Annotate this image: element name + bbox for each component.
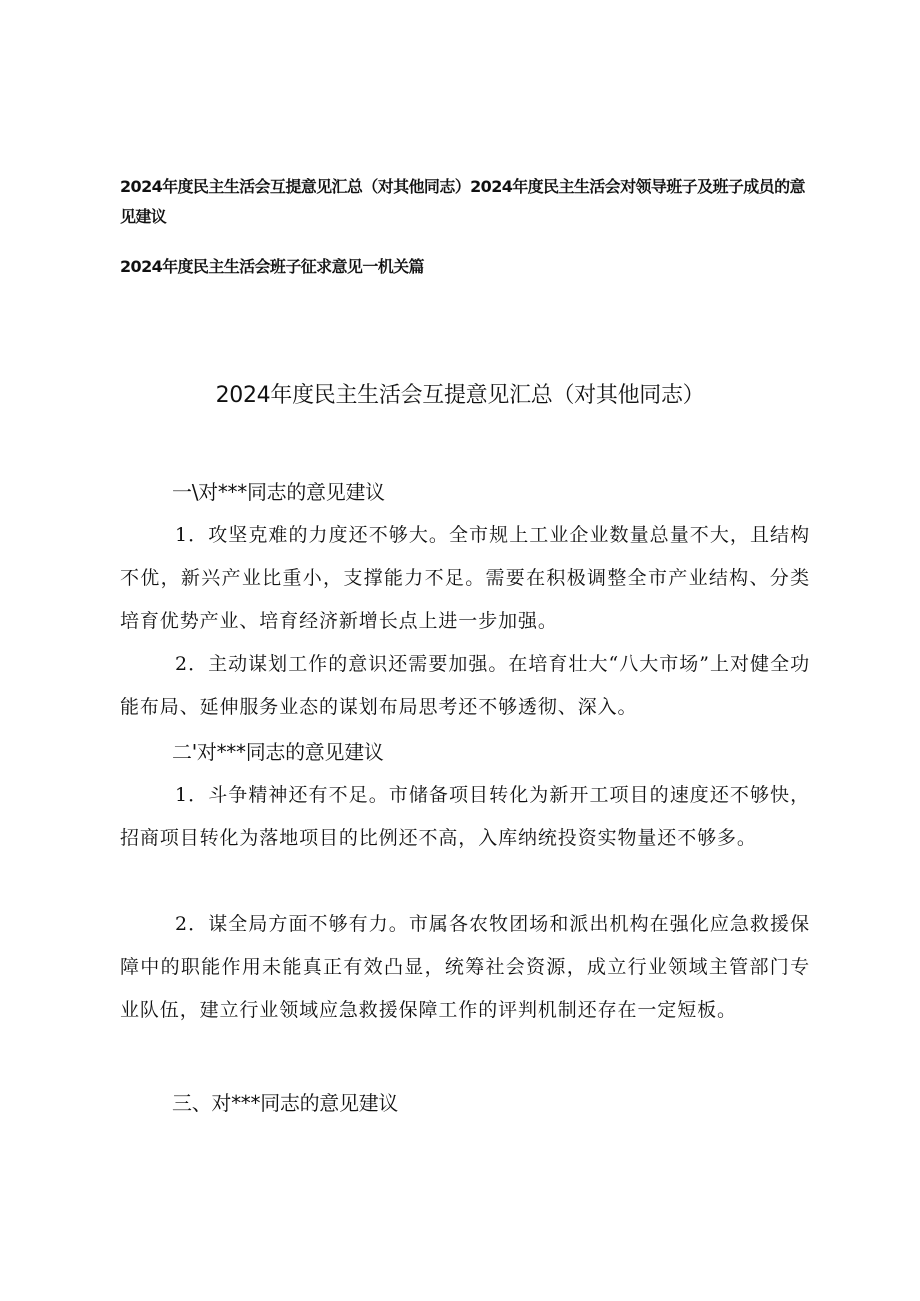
section-2-item-2: 2．谋全局方面不够有力。市属各农牧团场和派出机构在强化应急救援保障中的职能作用未能真正有效凸显，统筹社会资源，成立行业领域主管部门专业队伍，建立行业领域应急救援保障工作的评判机制还存在一定短板。 bbox=[120, 913, 810, 1021]
section-1-heading: 一\对***同志的意见建议 bbox=[172, 480, 385, 504]
section-3-heading: 三、对***同志的意见建议 bbox=[172, 1091, 399, 1115]
header-title-line-2: 2024年度民主生活会班子征求意见一机关篇 bbox=[120, 257, 424, 276]
header-title-line-1: 2024年度民主生活会互提意见汇总（对其他同志）2024年度民主生活会对领导班子及班子成员的意见建议 bbox=[120, 177, 805, 226]
section-2-item-1: 1．斗争精神还有不足。市储备项目转化为新开工项目的速度还不够快，招商项目转化为落地项目的比例还不高，入库纳统投资实物量还不够多。 bbox=[120, 784, 810, 849]
document-title: 2024年度民主生活会互提意见汇总（对其他同志） bbox=[215, 383, 705, 408]
document-header bbox=[120, 172, 820, 282]
section-2-heading: 二'对***同志的意见建议 bbox=[172, 740, 384, 764]
section-1-item-2: 2．主动谋划工作的意识还需要加强。在培育壮大“八大市场”上对健全功能布局、延伸服务业态的谋划布局思考还不够透彻、深入。 bbox=[120, 653, 810, 718]
section-1-item-1: 1．攻坚克难的力度还不够大。全市规上工业企业数量总量不大，且结构不优，新兴产业比重小，支撑能力不足。需要在积极调整全市产业结构、分类培育优势产业、培育经济新增长点上进一步加强。 bbox=[120, 524, 810, 632]
